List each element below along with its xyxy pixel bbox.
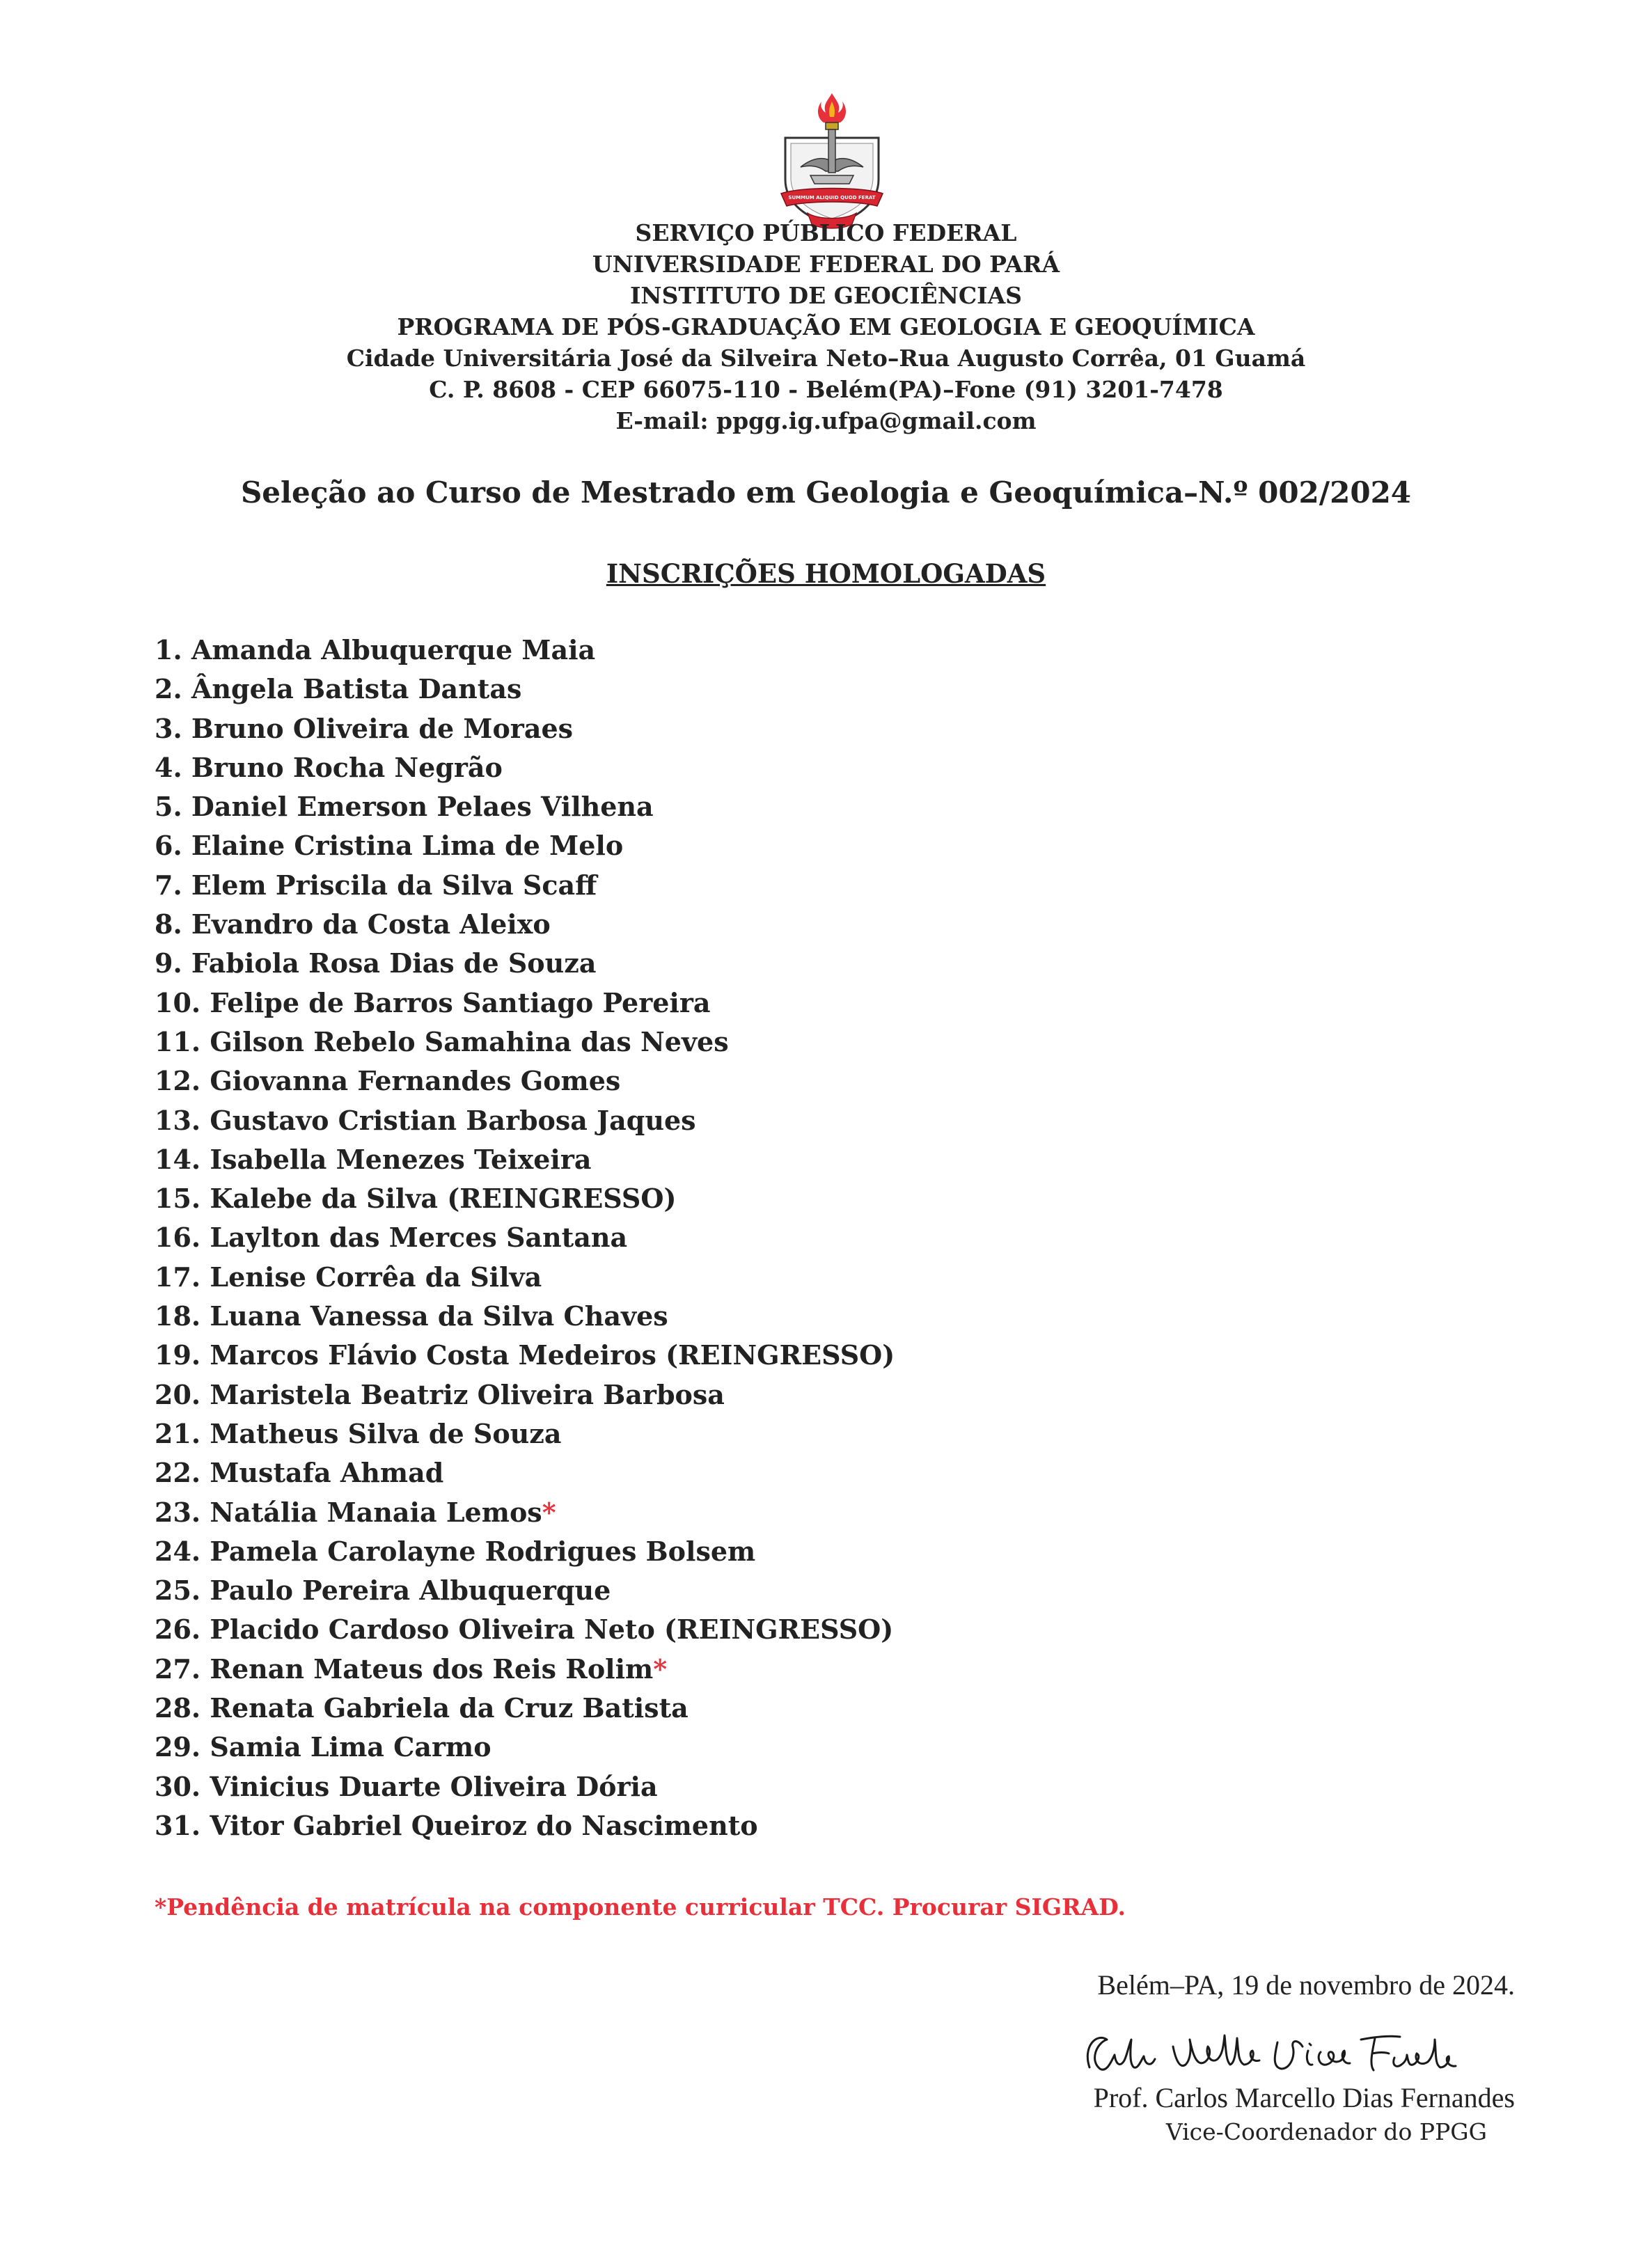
candidate-number: 9. <box>155 947 182 979</box>
candidate-name: Bruno Oliveira de Moraes <box>191 712 574 744</box>
candidate-number: 28. <box>155 1692 201 1724</box>
candidate-item <box>155 984 895 1023</box>
candidate-item <box>155 1532 895 1571</box>
candidate-name: Amanda Albuquerque Maia <box>191 634 596 665</box>
header-line-university: UNIVERSIDADE FEDERAL DO PARÁ <box>592 251 1060 278</box>
candidate-name: Elaine Cristina Lima de Melo <box>191 830 624 862</box>
candidate-name: Elem Priscila da Silva Scaff <box>191 869 597 901</box>
candidate-number: 21. <box>155 1417 201 1449</box>
candidate-name: Evandro da Costa Aleixo <box>191 908 551 940</box>
candidate-number: 16. <box>155 1222 201 1254</box>
candidate-name: Vinicius Duarte Oliveira Dória <box>210 1770 658 1802</box>
candidate-number: 4. <box>155 751 182 783</box>
seal-banner-text: SUMMUM ALIQUID QUOD FERAT <box>788 195 876 200</box>
footnote: *Pendência de matrícula na componente curricular TCC. Procurar SIGRAD. <box>155 1893 1126 1921</box>
candidate-name: Gustavo Cristian Barbosa Jaques <box>210 1104 696 1136</box>
candidate-name: Marcos Flávio Costa Medeiros (REINGRESSO) <box>210 1339 895 1371</box>
candidate-item <box>155 709 895 748</box>
candidate-item <box>155 1414 895 1453</box>
candidate-name: Pamela Carolayne Rodrigues Bolsem <box>210 1535 756 1567</box>
candidate-number: 20. <box>155 1378 201 1410</box>
candidate-item <box>155 1101 895 1140</box>
institution-header <box>0 217 1652 436</box>
candidate-name: Natália Manaia Lemos <box>210 1496 542 1528</box>
candidate-number: 17. <box>155 1261 201 1293</box>
candidate-item <box>155 944 895 983</box>
candidate-number: 18. <box>155 1300 201 1332</box>
candidate-item <box>155 787 895 826</box>
candidate-item <box>155 1023 895 1062</box>
candidate-number: 31. <box>155 1809 201 1841</box>
candidate-item <box>155 1650 895 1689</box>
candidate-name: Kalebe da Silva (REINGRESSO) <box>210 1183 677 1215</box>
candidate-number: 10. <box>155 986 201 1018</box>
candidate-number: 3. <box>155 712 182 744</box>
university-seal-icon <box>780 89 884 235</box>
candidate-item <box>155 1728 895 1767</box>
candidate-number: 29. <box>155 1731 201 1763</box>
candidate-item <box>155 1375 895 1414</box>
candidate-item <box>155 1806 895 1845</box>
candidate-number: 6. <box>155 830 182 862</box>
header-line-institute: INSTITUTO DE GEOCIÊNCIAS <box>629 282 1023 309</box>
candidate-item <box>155 748 895 787</box>
place-date: Belém–PA, 19 de novembro de 2024. <box>1097 1969 1515 2001</box>
candidate-number: 14. <box>155 1143 201 1175</box>
pending-asterisk: * <box>542 1496 556 1528</box>
candidate-number: 8. <box>155 908 182 940</box>
candidate-item <box>155 905 895 944</box>
candidate-name: Vitor Gabriel Queiroz do Nascimento <box>210 1809 758 1841</box>
candidate-name: Ângela Batista Dantas <box>191 673 522 705</box>
candidate-name: Renan Mateus dos Reis Rolim <box>210 1653 654 1685</box>
candidate-item <box>155 1218 895 1257</box>
candidate-name: Luana Vanessa da Silva Chaves <box>210 1300 668 1332</box>
candidate-name: Renata Gabriela da Cruz Batista <box>210 1692 689 1724</box>
section-title: INSCRIÇÕES HOMOLOGADAS <box>606 558 1046 589</box>
document-title: Seleção ao Curso de Mestrado em Geologia e Geoquímica–N.º 002/2024 <box>240 475 1412 510</box>
candidate-number: 2. <box>155 673 182 705</box>
candidate-item <box>155 1453 895 1492</box>
candidate-name: Samia Lima Carmo <box>210 1731 491 1763</box>
candidate-name: Lenise Corrêa da Silva <box>210 1261 542 1293</box>
candidate-name: Isabella Menezes Teixeira <box>210 1143 592 1175</box>
header-line-service: SERVIÇO PÚBLICO FEDERAL <box>635 219 1017 246</box>
candidate-number: 13. <box>155 1104 201 1136</box>
candidate-number: 25. <box>155 1575 201 1607</box>
candidate-name: Gilson Rebelo Samahina das Neves <box>210 1025 729 1057</box>
candidate-name: Placido Cardoso Oliveira Neto (REINGRESSO) <box>210 1614 894 1646</box>
candidate-number: 27. <box>155 1653 201 1685</box>
candidate-item <box>155 670 895 709</box>
candidate-number: 30. <box>155 1770 201 1802</box>
header-line-email: E-mail: ppgg.ig.ufpa@gmail.com <box>615 407 1037 434</box>
candidate-number: 5. <box>155 791 182 823</box>
candidate-item <box>155 1336 895 1375</box>
candidate-name: Giovanna Fernandes Gomes <box>210 1065 621 1097</box>
candidate-name: Fabiola Rosa Dias de Souza <box>191 947 597 979</box>
candidate-item <box>155 1493 895 1532</box>
candidate-number: 12. <box>155 1065 201 1097</box>
candidate-item <box>155 826 895 865</box>
signer-role: Vice-Coordenador do PPGG <box>1165 2118 1487 2145</box>
candidate-number: 22. <box>155 1457 201 1489</box>
candidate-item <box>155 1610 895 1649</box>
signer-name: Prof. Carlos Marcello Dias Fernandes <box>1093 2082 1515 2113</box>
candidate-number: 1. <box>155 634 182 665</box>
header-line-address: Cidade Universitária José da Silveira Neto–Rua Augusto Corrêa, 01 Guamá <box>346 345 1306 372</box>
candidate-list <box>155 631 895 1845</box>
candidate-item <box>155 1179 895 1218</box>
candidate-name: Laylton das Merces Santana <box>210 1222 628 1254</box>
candidate-number: 7. <box>155 869 182 901</box>
candidate-item <box>155 1689 895 1728</box>
candidate-item <box>155 1767 895 1806</box>
candidate-name: Matheus Silva de Souza <box>210 1417 562 1449</box>
candidate-name: Paulo Pereira Albuquerque <box>210 1575 611 1607</box>
candidate-name: Maristela Beatriz Oliveira Barbosa <box>210 1378 725 1410</box>
candidate-number: 26. <box>155 1614 201 1646</box>
candidate-number: 24. <box>155 1535 201 1567</box>
candidate-item <box>155 1297 895 1336</box>
candidate-item <box>155 1062 895 1101</box>
candidate-number: 19. <box>155 1339 201 1371</box>
pending-asterisk: * <box>653 1653 668 1685</box>
handwritten-signature <box>1069 2019 1465 2088</box>
candidate-name: Mustafa Ahmad <box>210 1457 444 1489</box>
candidate-item <box>155 1571 895 1610</box>
candidate-name: Felipe de Barros Santiago Pereira <box>210 986 711 1018</box>
header-line-program: PROGRAMA DE PÓS-GRADUAÇÃO EM GEOLOGIA E GEOQUÍMICA <box>397 313 1255 340</box>
candidate-item <box>155 1258 895 1297</box>
candidate-number: 23. <box>155 1496 201 1528</box>
header-line-phone: C. P. 8608 - CEP 66075-110 - Belém(PA)–Fone (91) 3201-7478 <box>429 376 1223 403</box>
candidate-name: Bruno Rocha Negrão <box>191 751 503 783</box>
candidate-item <box>155 1140 895 1179</box>
candidate-number: 11. <box>155 1025 201 1057</box>
candidate-name: Daniel Emerson Pelaes Vilhena <box>191 791 654 823</box>
candidate-item <box>155 866 895 905</box>
candidate-number: 15. <box>155 1183 201 1215</box>
candidate-item <box>155 631 895 670</box>
